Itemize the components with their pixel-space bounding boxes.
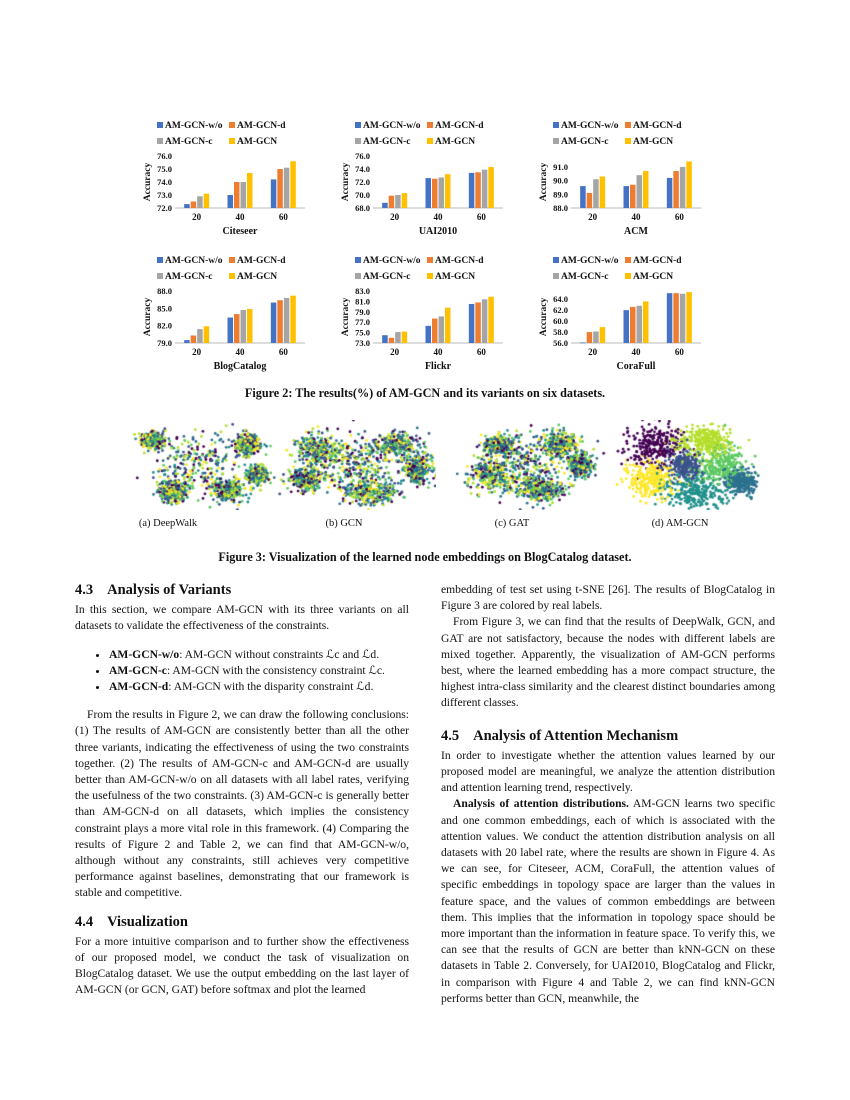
bar-am-gcn-d-60 — [475, 172, 481, 208]
bar-am-gcn-d-20 — [191, 202, 197, 209]
bar-am-gcn-d-40 — [432, 179, 438, 208]
y-axis-label: Accuracy — [341, 162, 351, 202]
bar-am-gcn-40 — [643, 301, 649, 343]
legend-label: AM-GCN-w/o — [363, 121, 421, 131]
bar-am-gcn-60 — [290, 296, 296, 343]
y-axis-label: Accuracy — [341, 297, 351, 337]
bar-am-gcn-c-20 — [197, 196, 203, 208]
legend-label: AM-GCN — [633, 272, 674, 282]
bar-am-gcn-w/o-60 — [469, 304, 475, 343]
bar-am-gcn-40 — [643, 171, 649, 208]
legend-swatch — [157, 122, 163, 128]
bar-am-gcn-20 — [402, 332, 408, 343]
y-tick-label: 72.0 — [157, 203, 172, 213]
legend-label: AM-GCN-d — [435, 256, 484, 266]
section-4-3-heading: 4.3 Analysis of Variants — [75, 582, 232, 598]
bar-am-gcn-40 — [247, 309, 253, 343]
bar-am-gcn-d-40 — [234, 314, 240, 343]
gat-embedding-plot — [440, 420, 600, 510]
legend-swatch — [553, 138, 559, 144]
bar-am-gcn-c-60 — [680, 167, 686, 208]
x-tick-label: 60 — [674, 212, 684, 222]
legend-label: AM-GCN — [435, 272, 476, 282]
legend-label: AM-GCN-d — [237, 256, 286, 266]
y-tick-label: 60.0 — [553, 316, 568, 327]
paragraph-figure3-analysis: From Figure 3, we can find that the results of DeepWalk, GCN, and GAT are not satisfactory, because the nodes with different labels are mixed together. Apparently, the visualization of AM-GCN performs best, where the learned embedding has a more compact structure, the highest intra-class similarity and the clearest distinct boundaries among different classes. — [441, 615, 775, 710]
bar-am-gcn-d-20 — [389, 196, 395, 208]
y-tick-label: 83.0 — [355, 286, 370, 296]
legend-swatch — [355, 257, 361, 263]
x-tick-label: 20 — [588, 212, 598, 222]
chart-title: CoraFull — [616, 361, 656, 372]
x-tick-label: 60 — [476, 347, 486, 357]
figure-3-caption: Figure 3: Visualization of the learned node embeddings on BlogCatalog dataset. — [218, 550, 632, 564]
y-tick-label: 72.0 — [355, 177, 370, 187]
y-tick-label: 88.0 — [553, 203, 568, 213]
legend-label: AM-GCN-w/o — [561, 121, 619, 131]
bar-am-gcn-w/o-60 — [667, 293, 673, 343]
bar-am-gcn-w/o-40 — [426, 178, 432, 208]
y-tick-label: 56.0 — [553, 338, 568, 348]
legend-swatch — [427, 257, 433, 263]
x-tick-label: 20 — [390, 347, 400, 357]
legend-label: AM-GCN-c — [165, 137, 213, 147]
y-tick-label: 88.0 — [157, 286, 172, 296]
y-tick-label: 75.0 — [355, 327, 370, 338]
bar-am-gcn-d-60 — [277, 300, 283, 343]
legend-label: AM-GCN-w/o — [165, 121, 223, 131]
x-tick-label: 40 — [631, 212, 641, 222]
y-axis-label: Accuracy — [539, 162, 549, 202]
list-item: • AM-GCN-d: AM-GCN with the disparity constraint ℒd. — [109, 679, 409, 695]
bar-am-gcn-w/o-20 — [184, 340, 190, 343]
y-tick-label: 68.0 — [355, 203, 370, 213]
legend-swatch — [625, 257, 631, 263]
gcn-embedding-plot — [276, 420, 436, 510]
bar-am-gcn-c-60 — [680, 294, 686, 343]
legend-label: AM-GCN — [435, 137, 476, 147]
y-tick-label: 70.0 — [355, 190, 370, 200]
figure-2-caption: Figure 2: The results(%) of AM-GCN and its variants on six datasets. — [244, 386, 606, 400]
y-tick-label: 62.0 — [553, 305, 568, 316]
bar-am-gcn-d-40 — [432, 319, 438, 343]
x-tick-label: 60 — [278, 212, 288, 222]
bar-am-gcn-c-20 — [395, 195, 401, 208]
bar-am-gcn-c-60 — [482, 170, 488, 208]
y-axis-label: Accuracy — [143, 162, 153, 202]
y-tick-label: 58.0 — [553, 327, 568, 338]
bar-am-gcn-20 — [204, 326, 210, 343]
bar-am-gcn-d-20 — [587, 193, 593, 208]
legend-swatch — [625, 138, 631, 144]
legend-label: AM-GCN-c — [165, 272, 213, 282]
bar-am-gcn-d-40 — [630, 307, 636, 343]
bar-am-gcn-40 — [247, 173, 253, 208]
legend-swatch — [355, 122, 361, 128]
bar-am-gcn-c-40 — [637, 175, 643, 208]
y-tick-label: 74.0 — [157, 177, 172, 187]
paragraph-variant-results: From the results in Figure 2, we can draw the following conclusions: (1) The results of AM-GCN are consistently better than all the other three variants, indicating the effectiveness of using the two constraints together. (2) The results of AM-GCN-c and AM-GCN-d are usually better than AM-GCN-w/o on all datasets with all label rates, verifying the usefulness of the two constraints. (3) AM-GCN-c is generally better than AM-GCN-d on all datasets, which implies the consistency constraint plays a more vital role in this framework. (4) Comparing the results of Figure 2 and Table 2, we can find that AM-GCN-w/o, although without any constraints, still achieves very competitive performance against baselines, demonstrating that our framework is stable and competitive. — [75, 708, 409, 900]
legend-swatch — [427, 273, 433, 279]
bar-am-gcn-20 — [402, 193, 408, 208]
left-column — [75, 582, 409, 999]
bar-am-gcn-c-40 — [439, 177, 445, 208]
legend-label: AM-GCN — [237, 137, 278, 147]
bar-am-gcn-d-60 — [673, 293, 679, 343]
bar-am-gcn-w/o-40 — [624, 186, 630, 208]
bar-am-gcn-c-60 — [284, 168, 290, 208]
x-tick-label: 60 — [674, 347, 684, 357]
bar-am-gcn-c-40 — [637, 306, 643, 343]
y-axis-label: Accuracy — [143, 297, 153, 337]
legend-label: AM-GCN-w/o — [165, 256, 223, 266]
bar-am-gcn-w/o-20 — [184, 204, 190, 208]
deepwalk-embedding-plot — [118, 420, 278, 510]
chart-title: ACM — [624, 226, 648, 237]
paragraph-visualization: For a more intuitive comparison and to further show the effectiveness of our proposed model, we conduct the task of visualization on BlogCatalog dataset. We use the output embedding on the last layer of AM-GCN (or GCN, GAT) before softmax and plot the learned — [75, 934, 409, 997]
y-tick-label: 91.0 — [553, 161, 568, 172]
bar-am-gcn-20 — [204, 194, 210, 208]
bar-am-gcn-c-20 — [593, 332, 599, 343]
panel-caption-gcn: (b) GCN — [325, 518, 363, 529]
x-tick-label: 20 — [588, 347, 598, 357]
y-tick-label: 73.0 — [157, 190, 172, 200]
bar-am-gcn-w/o-20 — [580, 342, 586, 343]
legend-label: AM-GCN — [633, 137, 674, 147]
bar-am-gcn-d-20 — [587, 332, 593, 343]
legend-swatch — [229, 273, 235, 279]
bar-am-gcn-20 — [600, 177, 606, 208]
legend-label: AM-GCN — [237, 272, 278, 282]
legend-label: AM-GCN-c — [561, 272, 609, 282]
chart-title: Flickr — [424, 361, 452, 372]
y-tick-label: 74.0 — [355, 164, 370, 174]
bar-am-gcn-c-20 — [197, 329, 203, 343]
bar-am-gcn-w/o-40 — [228, 195, 234, 208]
bar-am-gcn-c-20 — [593, 179, 599, 208]
paragraph-attention-distribution: Analysis of attention distributions. AM-GCN learns two specific and one common embeddings, each of which is associated with the attention values. We conduct the attention distribution analysis on all datasets with 20 label rate, where the results are shown in Figure 4. As we can see, for Citeseer, ACM, CoraFull, the attention values of specific embeddings in topology space are larger than the values in feature space, and the values of common embeddings are between them. This implies that the information in topology space should be more important than the information in feature space. To verify this, we can see that the results of GCN are better than kNN-GCN on these datasets in Table 2. Conversely, for UAI2010, BlogCatalog and Flickr, in comparison with Figure 4 and Table 2, we can find kNN-GCN performs better than GCN, meanwhile, the — [441, 797, 775, 1005]
paragraph-variants-intro: In this section, we compare AM-GCN with its three variants on all datasets to validate the effectiveness of the constraints. — [75, 603, 409, 633]
legend-swatch — [625, 273, 631, 279]
variant-list — [75, 647, 409, 696]
section-4-5-heading: 4.5 Analysis of Attention Mechanism — [441, 727, 679, 744]
bar-am-gcn-w/o-60 — [469, 173, 475, 208]
legend-swatch — [157, 138, 163, 144]
y-axis-label: Accuracy — [539, 297, 549, 337]
right-column — [441, 582, 775, 1007]
y-tick-label: 73.0 — [355, 338, 370, 348]
bar-am-gcn-c-20 — [395, 332, 401, 343]
x-tick-label: 60 — [476, 212, 486, 222]
bar-am-gcn-d-60 — [475, 302, 481, 343]
x-tick-label: 40 — [235, 212, 245, 222]
legend-label: AM-GCN-c — [561, 137, 609, 147]
bar-am-gcn-c-60 — [482, 299, 488, 343]
y-tick-label: 76.0 — [355, 151, 370, 161]
x-tick-label: 20 — [192, 212, 202, 222]
figure-2-charts — [0, 0, 850, 400]
y-tick-label: 81.0 — [355, 296, 370, 307]
bar-am-gcn-60 — [686, 161, 692, 208]
list-item: • AM-GCN-w/o: AM-GCN without constraints ℒc and ℒd. — [109, 647, 409, 663]
legend-swatch — [229, 138, 235, 144]
bar-am-gcn-w/o-60 — [271, 303, 277, 343]
legend-swatch — [157, 257, 163, 263]
bar-am-gcn-40 — [445, 174, 451, 208]
chart-title: UAI2010 — [418, 226, 458, 237]
paragraph-attention-intro: In order to investigate whether the attention values learned by our proposed model are meaningful, we analyze the attention distribution and attention learning trend, respectively. — [441, 748, 775, 795]
bar-am-gcn-w/o-40 — [228, 318, 234, 343]
x-tick-label: 20 — [390, 212, 400, 222]
legend-swatch — [355, 273, 361, 279]
legend-label: AM-GCN-d — [633, 256, 682, 266]
legend-label: AM-GCN-d — [633, 121, 682, 131]
panel-caption-gat: (c) GAT — [494, 518, 530, 529]
legend-label: AM-GCN-w/o — [363, 256, 421, 266]
panel-caption-amgcn: (d) AM-GCN — [651, 518, 709, 529]
bar-am-gcn-c-40 — [241, 182, 247, 208]
y-tick-label: 64.0 — [553, 294, 568, 305]
bar-am-gcn-d-40 — [234, 182, 240, 208]
paragraph-tsne: embedding of test set using t-SNE [26]. The results of BlogCatalog in Figure 3 are colored by real labels. — [441, 583, 775, 613]
bar-am-gcn-w/o-20 — [382, 203, 388, 208]
bar-am-gcn-60 — [290, 161, 296, 208]
bar-am-gcn-d-40 — [630, 185, 636, 208]
bar-am-gcn-40 — [445, 308, 451, 343]
bar-am-gcn-20 — [600, 327, 606, 343]
bar-am-gcn-w/o-20 — [382, 335, 388, 343]
legend-swatch — [355, 138, 361, 144]
y-tick-label: 89.0 — [553, 189, 568, 200]
chart-title: BlogCatalog — [213, 361, 267, 372]
panel-caption-deepwalk: (a) DeepWalk — [138, 518, 198, 529]
bar-am-gcn-w/o-60 — [667, 178, 673, 208]
x-tick-label: 60 — [278, 347, 288, 357]
bar-am-gcn-w/o-40 — [426, 326, 432, 343]
legend-swatch — [553, 257, 559, 263]
y-tick-label: 79.0 — [157, 338, 172, 348]
bar-am-gcn-60 — [488, 167, 494, 208]
x-tick-label: 40 — [433, 212, 443, 222]
legend-swatch — [427, 138, 433, 144]
legend-swatch — [427, 122, 433, 128]
y-tick-label: 75.0 — [157, 164, 172, 174]
bar-am-gcn-c-60 — [284, 298, 290, 343]
bar-am-gcn-60 — [686, 292, 692, 343]
legend-label: AM-GCN-c — [363, 137, 411, 147]
section-4-4-heading: 4.4 Visualization — [75, 913, 188, 930]
bar-am-gcn-w/o-40 — [624, 310, 630, 343]
legend-swatch — [229, 257, 235, 263]
legend-label: AM-GCN-d — [435, 121, 484, 131]
legend-label: AM-GCN-d — [237, 121, 286, 131]
bar-am-gcn-d-20 — [389, 338, 395, 343]
bar-am-gcn-d-60 — [673, 171, 679, 208]
bar-am-gcn-w/o-60 — [271, 179, 277, 208]
legend-swatch — [625, 122, 631, 128]
y-tick-label: 82.0 — [157, 320, 172, 331]
amgcn-embedding-plot — [600, 420, 760, 510]
bar-am-gcn-d-20 — [191, 335, 197, 343]
y-tick-label: 90.0 — [553, 175, 568, 186]
bar-am-gcn-60 — [488, 297, 494, 343]
y-tick-label: 77.0 — [355, 317, 370, 328]
legend-swatch — [553, 273, 559, 279]
legend-swatch — [229, 122, 235, 128]
list-item: • AM-GCN-c: AM-GCN with the consistency constraint ℒc. — [109, 663, 409, 679]
bar-am-gcn-w/o-20 — [580, 186, 586, 208]
y-tick-label: 79.0 — [355, 306, 370, 317]
legend-swatch — [157, 273, 163, 279]
x-tick-label: 40 — [235, 347, 245, 357]
legend-label: AM-GCN-w/o — [561, 256, 619, 266]
legend-swatch — [553, 122, 559, 128]
x-tick-label: 40 — [433, 347, 443, 357]
bar-am-gcn-d-60 — [277, 169, 283, 208]
bar-am-gcn-c-40 — [439, 316, 445, 343]
legend-label: AM-GCN-c — [363, 272, 411, 282]
x-tick-label: 40 — [631, 347, 641, 357]
chart-title: Citeseer — [222, 226, 258, 237]
y-tick-label: 76.0 — [157, 151, 172, 161]
x-tick-label: 20 — [192, 347, 202, 357]
y-tick-label: 85.0 — [157, 303, 172, 314]
bar-am-gcn-c-40 — [241, 310, 247, 343]
